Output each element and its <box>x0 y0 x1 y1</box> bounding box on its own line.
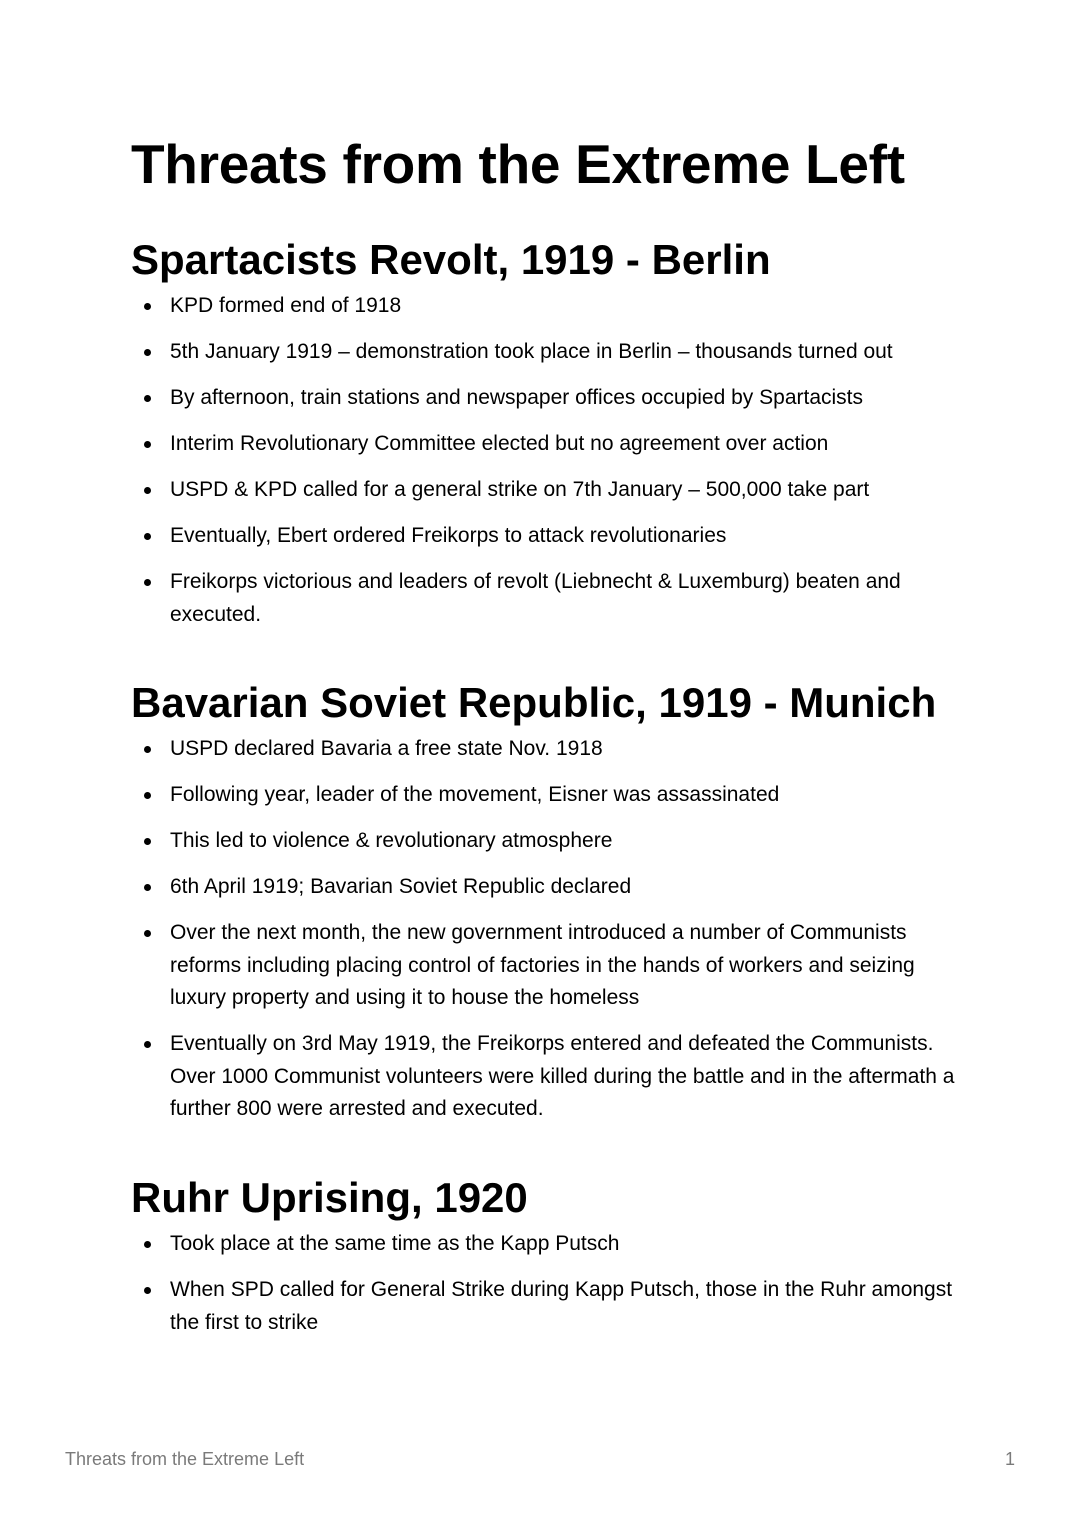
list-item: Eventually, Ebert ordered Freikorps to attack revolutionaries <box>131 520 961 553</box>
bullet-list <box>131 290 961 631</box>
section-ruhr-uprising <box>131 1173 961 1353</box>
list-item: Freikorps victorious and leaders of revolt (Liebnecht & Luxemburg) beaten and executed. <box>131 566 961 631</box>
list-item: Eventually on 3rd May 1919, the Freikorps entered and defeated the Communists. Over 1000 Communist volunteers were killed during the battle and in the aftermath a further 800 were arrested and executed. <box>131 1028 961 1126</box>
page-title: Threats from the Extreme Left <box>131 133 905 195</box>
list-item: 6th April 1919; Bavarian Soviet Republic declared <box>131 871 961 904</box>
section-heading: Spartacists Revolt, 1919 - Berlin <box>131 236 771 283</box>
list-item: Took place at the same time as the Kapp Putsch <box>131 1228 961 1261</box>
section-spartacists-revolt <box>131 235 961 645</box>
list-item: Interim Revolutionary Committee elected but no agreement over action <box>131 428 961 461</box>
list-item: USPD & KPD called for a general strike on 7th January – 500,000 take part <box>131 474 961 507</box>
list-item: When SPD called for General Strike during Kapp Putsch, those in the Ruhr amongst the first to strike <box>131 1274 961 1339</box>
list-item: 5th January 1919 – demonstration took place in Berlin – thousands turned out <box>131 336 961 369</box>
section-heading: Bavarian Soviet Republic, 1919 - Munich <box>131 679 937 726</box>
section-heading: Ruhr Uprising, 1920 <box>131 1174 528 1221</box>
bullet-list <box>131 1228 961 1339</box>
list-item: Following year, leader of the movement, Eisner was assassinated <box>131 779 961 812</box>
bullet-list <box>131 733 961 1126</box>
section-bavarian-soviet-republic <box>131 678 961 1139</box>
list-item: USPD declared Bavaria a free state Nov. 1918 <box>131 733 961 766</box>
list-item: This led to violence & revolutionary atmosphere <box>131 825 961 858</box>
footer-title: Threats from the Extreme Left <box>65 1449 305 1469</box>
list-item: By afternoon, train stations and newspaper offices occupied by Spartacists <box>131 382 961 415</box>
page-number: 1 <box>1004 1449 1015 1469</box>
list-item: Over the next month, the new government introduced a number of Communists reforms including placing control of factories in the hands of workers and seizing luxury property and using it to house the homeless <box>131 917 961 1015</box>
list-item: KPD formed end of 1918 <box>131 290 961 323</box>
